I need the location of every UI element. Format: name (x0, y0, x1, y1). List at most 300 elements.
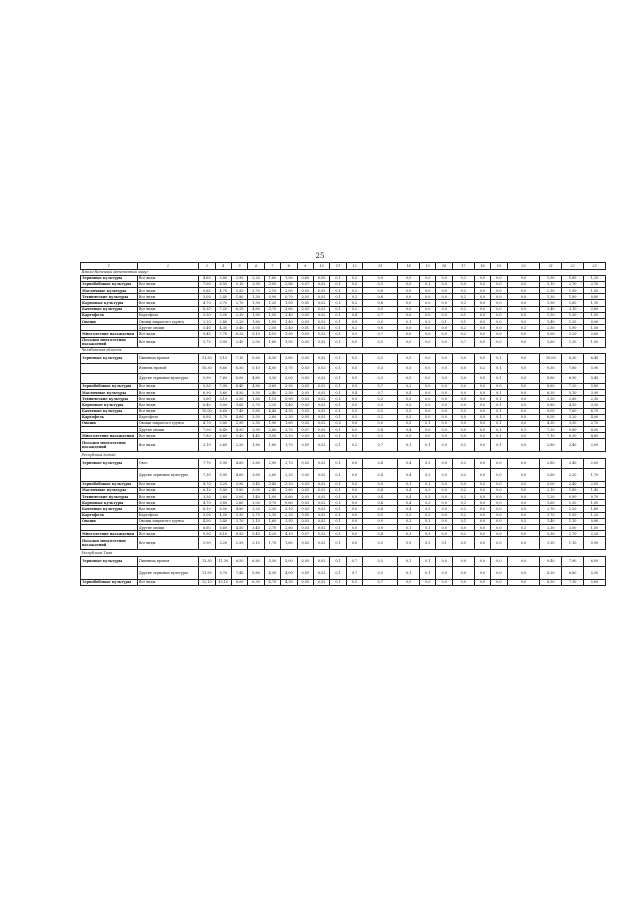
value-cell: 0,0 (398, 275, 420, 281)
value-cell: 0,1 (330, 524, 346, 530)
crop-group-cell: Кормовые культуры (81, 402, 138, 408)
value-cell: 7,30 (199, 468, 215, 481)
crop-group-cell (81, 363, 138, 373)
value-cell: 2,70 (248, 512, 264, 518)
value-cell: 3,90 (199, 537, 215, 550)
value-cell: 0,4 (363, 458, 398, 468)
crop-group-cell: Зернобобовые культуры (81, 281, 138, 287)
value-cell: 2,60 (231, 500, 247, 506)
value-cell: 3,20 (215, 481, 231, 487)
value-cell: 2,40 (562, 481, 584, 487)
value-cell: 0,0 (436, 306, 452, 312)
value-cell: 0,02 (313, 481, 329, 487)
value-cell: 0,0 (507, 288, 540, 294)
value-cell: 2,00 (584, 458, 606, 468)
value-cell: 0,07 (297, 531, 313, 537)
crop-group-cell: Зерновые культуры (81, 353, 138, 363)
value-cell: 2,40 (215, 294, 231, 300)
value-cell: 1,20 (562, 319, 584, 325)
value-cell: 0,03 (297, 518, 313, 524)
value-cell: 1,30 (562, 500, 584, 506)
value-cell: 3,90 (248, 427, 264, 433)
value-cell: 0,02 (313, 524, 329, 530)
value-cell: 1,60 (281, 420, 297, 426)
value-cell: 3,70 (199, 337, 215, 347)
value-cell: 2,50 (264, 325, 280, 331)
value-cell: 0,0 (452, 433, 474, 439)
crop-group-cell: Овощи (81, 420, 138, 426)
value-cell: 1,60 (584, 506, 606, 512)
value-cell: 3,30 (540, 531, 562, 537)
value-cell: 0,0 (507, 566, 540, 579)
crop-group-cell: Зерновые культуры (81, 275, 138, 281)
crop-type-cell: Все виды (137, 433, 198, 439)
value-cell: 0,2 (452, 325, 474, 331)
column-number: 9 (297, 263, 313, 270)
value-cell: 8,20 (540, 566, 562, 579)
value-cell: 1,70 (540, 512, 562, 518)
value-cell: 0,0 (452, 281, 474, 287)
crop-type-cell: Все виды (137, 506, 198, 512)
value-cell: 0,03 (297, 537, 313, 550)
value-cell: 0,03 (297, 383, 313, 389)
crop-type-cell: Другие овощи (137, 427, 198, 433)
value-cell: 0,03 (297, 312, 313, 318)
value-cell: 0,1 (330, 494, 346, 500)
value-cell: 3,60 (199, 396, 215, 402)
value-cell: 0,0 (507, 439, 540, 452)
crop-group-cell: Многолетние насаждения (81, 531, 138, 537)
value-cell: 0,02 (313, 288, 329, 294)
value-cell: 2,00 (562, 524, 584, 530)
value-cell: 0,2 (452, 288, 474, 294)
value-cell: 0,5 (346, 427, 362, 433)
column-number: 15 (420, 263, 436, 270)
value-cell: 0,1 (330, 353, 346, 363)
value-cell: 0,1 (330, 408, 346, 414)
value-cell: 0,2 (346, 275, 362, 281)
value-cell: 0,0 (491, 337, 507, 347)
value-cell: 0,03 (297, 331, 313, 337)
value-cell: 0,1 (330, 312, 346, 318)
value-cell: 0,1 (330, 537, 346, 550)
value-cell: 0,0 (420, 306, 436, 312)
value-cell: 0,2 (452, 468, 474, 481)
value-cell: 0,03 (297, 288, 313, 294)
value-cell: 0,02 (313, 383, 329, 389)
value-cell: 0,3 (363, 556, 398, 566)
value-cell: 3,40 (248, 524, 264, 530)
value-cell: 2,20 (562, 506, 584, 512)
value-cell: 1,60 (264, 518, 280, 524)
value-cell: 0,02 (313, 458, 329, 468)
value-cell: 4,50 (562, 402, 584, 408)
value-cell: 0,1 (330, 427, 346, 433)
value-cell: 0,1 (330, 383, 346, 389)
value-cell: 0,4 (363, 500, 398, 506)
value-cell: 2,70 (231, 518, 247, 524)
value-cell: 2,10 (540, 487, 562, 493)
value-cell: 0,1 (507, 325, 540, 331)
value-cell: 0,0 (346, 531, 362, 537)
value-cell: 6,80 (562, 566, 584, 579)
value-cell: 8,60 (215, 408, 231, 414)
value-cell: 0,4 (398, 389, 420, 395)
value-cell: 5,60 (215, 389, 231, 395)
value-cell: 3,60 (231, 402, 247, 408)
value-cell: 0,7 (346, 566, 362, 579)
value-cell: 0,1 (330, 306, 346, 312)
value-cell: 0,70 (264, 500, 280, 506)
value-cell: 4,90 (231, 427, 247, 433)
value-cell: 2,00 (584, 481, 606, 487)
value-cell: 0,0 (436, 566, 452, 579)
value-cell: 0,60 (297, 275, 313, 281)
value-cell: 6,20 (231, 306, 247, 312)
value-cell: 5,90 (215, 468, 231, 481)
value-cell: 0,0 (491, 468, 507, 481)
value-cell: 0,7 (363, 579, 398, 585)
value-cell: 4,00 (264, 363, 280, 373)
value-cell: 3,20 (248, 506, 264, 512)
value-cell: 0,1 (452, 319, 474, 325)
value-cell: 1,50 (540, 312, 562, 318)
crop-type-cell: Пшеница яровая (137, 353, 198, 363)
value-cell: 0,3 (420, 494, 436, 500)
value-cell: 0,0 (507, 275, 540, 281)
value-cell: 0,5 (507, 319, 540, 325)
value-cell: 0,03 (297, 506, 313, 512)
value-cell: 2,00 (231, 494, 247, 500)
value-cell: 0,02 (313, 414, 329, 420)
value-cell: 3,00 (248, 325, 264, 331)
value-cell: 0,0 (398, 306, 420, 312)
column-number: 21 (540, 263, 562, 270)
value-cell: 0,0 (420, 433, 436, 439)
crop-type-cell: Все виды (137, 396, 198, 402)
value-cell: 3,30 (231, 512, 247, 518)
value-cell: 7,90 (199, 427, 215, 433)
value-cell: 3,50 (231, 288, 247, 294)
value-cell: 0,7 (363, 439, 398, 452)
value-cell: 7,20 (540, 427, 562, 433)
value-cell: 6,40 (199, 402, 215, 408)
column-number: 14 (398, 263, 420, 270)
value-cell: 0,0 (436, 288, 452, 294)
value-cell: 2,70 (584, 420, 606, 426)
value-cell: 0,1 (491, 353, 507, 363)
value-cell: 0,0 (507, 556, 540, 566)
value-cell: 4,60 (231, 414, 247, 420)
value-cell: 0,2 (452, 458, 474, 468)
value-cell: 1,40 (248, 494, 264, 500)
value-cell: 1,10 (264, 396, 280, 402)
value-cell: 0,0 (474, 402, 490, 408)
value-cell: 2,60 (264, 414, 280, 420)
value-cell: 0,02 (313, 294, 329, 300)
value-cell: 3,50 (199, 312, 215, 318)
value-cell: 2,40 (264, 389, 280, 395)
value-cell: 0,3 (363, 433, 398, 439)
value-cell: 0,5 (363, 512, 398, 518)
value-cell: 0,60 (281, 494, 297, 500)
value-cell: 0,0 (491, 331, 507, 337)
value-cell: 2,60 (584, 331, 606, 337)
value-cell: 0,1 (436, 319, 452, 325)
value-cell: 0,0 (420, 408, 436, 414)
value-cell: 0,5 (398, 433, 420, 439)
value-cell: 3,60 (281, 306, 297, 312)
value-cell: 7,60 (562, 408, 584, 414)
value-cell: 1,50 (584, 288, 606, 294)
value-cell: 0,0 (436, 468, 452, 481)
value-cell: 3,40 (540, 306, 562, 312)
value-cell: 5,60 (248, 353, 264, 363)
value-cell: 5,80 (584, 383, 606, 389)
value-cell: 4,40 (264, 408, 280, 414)
value-cell: 7,10 (540, 433, 562, 439)
value-cell: 3,30 (584, 402, 606, 408)
column-number: 6 (248, 263, 264, 270)
value-cell: 0,0 (436, 325, 452, 331)
value-cell: 0,1 (330, 275, 346, 281)
value-cell: 0,0 (398, 288, 420, 294)
value-cell: 0,1 (398, 481, 420, 487)
value-cell: 2,90 (231, 420, 247, 426)
value-cell: 0,0 (436, 300, 452, 306)
value-cell: 1,60 (281, 537, 297, 550)
value-cell: 1,30 (248, 294, 264, 300)
value-cell: 0,70 (281, 294, 297, 300)
column-number: 8 (281, 263, 297, 270)
value-cell: 2,10 (264, 288, 280, 294)
value-cell: 0,0 (474, 281, 490, 287)
value-cell: 0,03 (297, 487, 313, 493)
crop-group-cell: Технические культуры (81, 294, 138, 300)
value-cell: 3,50 (248, 414, 264, 420)
value-cell: 0,0 (507, 487, 540, 493)
value-cell: 1,90 (248, 300, 264, 306)
value-cell: 5,60 (248, 408, 264, 414)
value-cell: 2,40 (281, 325, 297, 331)
value-cell: 0,0 (491, 487, 507, 493)
value-cell: 0,4 (398, 494, 420, 500)
value-cell: 0,0 (436, 427, 452, 433)
value-cell: 0,0 (491, 312, 507, 318)
value-cell: 0,2 (452, 500, 474, 506)
value-cell: 3,40 (215, 518, 231, 524)
value-cell: 2,40 (231, 337, 247, 347)
value-cell: 0,1 (420, 420, 436, 426)
value-cell: 3,00 (215, 337, 231, 347)
value-cell: 2,70 (248, 288, 264, 294)
value-cell: 5,60 (215, 524, 231, 530)
value-cell: 0,03 (297, 433, 313, 439)
value-cell: 0,8 (363, 325, 398, 331)
table-row (81, 353, 606, 363)
crop-group-cell: Бахчевые культуры (81, 306, 138, 312)
value-cell: 0,03 (297, 363, 313, 373)
value-cell: 0,02 (313, 325, 329, 331)
value-cell: 0,03 (297, 524, 313, 530)
value-cell: 0,1 (491, 414, 507, 420)
value-cell: 0,5 (398, 408, 420, 414)
value-cell: 0,1 (420, 481, 436, 487)
value-cell: 0,05 (313, 275, 329, 281)
value-cell: 0,0 (507, 281, 540, 287)
value-cell: 0,9 (363, 518, 398, 524)
value-cell: 0,0 (346, 281, 362, 287)
value-cell: 6,50 (231, 531, 247, 537)
value-cell: 0,0 (452, 566, 474, 579)
value-cell: 0,07 (297, 427, 313, 433)
value-cell: 0,0 (474, 408, 490, 414)
value-cell: 0,0 (436, 337, 452, 347)
value-cell: 0,5 (398, 353, 420, 363)
value-cell: 5,60 (199, 288, 215, 294)
value-cell: 0,1 (420, 439, 436, 452)
crop-type-cell: Все виды (137, 402, 198, 408)
crop-type-cell: Все виды (137, 331, 198, 337)
value-cell: 0,0 (436, 531, 452, 537)
value-cell: 1,20 (264, 300, 280, 306)
value-cell: 5,10 (248, 331, 264, 337)
value-cell: 1,00 (264, 494, 280, 500)
value-cell: 0,0 (452, 396, 474, 402)
value-cell: 1,90 (248, 312, 264, 318)
crop-group-cell: Масличные культуры (81, 288, 138, 294)
value-cell: 2,20 (281, 468, 297, 481)
value-cell: 0,7 (452, 337, 474, 347)
value-cell: 0,4 (398, 506, 420, 512)
value-cell: 0,02 (313, 556, 329, 566)
value-cell: 0,0 (474, 396, 490, 402)
value-cell: 1,20 (584, 275, 606, 281)
value-cell: 2,30 (231, 312, 247, 318)
value-cell: 2,60 (215, 439, 231, 452)
crop-type-cell: Другие овощи (137, 524, 198, 530)
value-cell: 0,1 (330, 481, 346, 487)
value-cell: 0,0 (507, 373, 540, 383)
column-number: 11 (330, 263, 346, 270)
value-cell: 0,0 (346, 458, 362, 468)
value-cell: 0,0 (452, 481, 474, 487)
value-cell: 8,60 (540, 373, 562, 383)
value-cell: 0,0 (491, 537, 507, 550)
value-cell: 4,70 (199, 500, 215, 506)
value-cell: 0,01 (297, 325, 313, 331)
column-number: 20 (507, 263, 540, 270)
value-cell: 0,3 (420, 487, 436, 493)
value-cell: 6,60 (199, 414, 215, 420)
value-cell: 0,7 (363, 331, 398, 337)
value-cell: 2,60 (584, 306, 606, 312)
value-cell: 0,3 (420, 518, 436, 524)
value-cell: 0,70 (584, 494, 606, 500)
crop-type-cell: Все виды (137, 281, 198, 287)
value-cell: 11,30 (215, 556, 231, 566)
value-cell: 0,0 (420, 275, 436, 281)
value-cell: 0,0 (491, 383, 507, 389)
value-cell: 0,0 (474, 433, 490, 439)
value-cell: 0,0 (491, 294, 507, 300)
value-cell: 0,5 (346, 414, 362, 420)
value-cell: 2,50 (231, 537, 247, 550)
value-cell: 0,0 (436, 524, 452, 530)
crop-group-cell (81, 373, 138, 383)
value-cell: 5,80 (248, 566, 264, 579)
value-cell: 5,80 (540, 402, 562, 408)
value-cell: 0,0 (346, 420, 362, 426)
value-cell: 2,60 (540, 468, 562, 481)
crop-group-cell: Кормовые культуры (81, 500, 138, 506)
value-cell: 3,20 (215, 537, 231, 550)
value-cell: 6,90 (562, 373, 584, 383)
value-cell: 0,0 (436, 396, 452, 402)
value-cell: 0,0 (452, 537, 474, 550)
value-cell: 2,70 (264, 524, 280, 530)
value-cell: 0,5 (398, 363, 420, 373)
value-cell: 0,0 (507, 300, 540, 306)
value-cell: 0,1 (330, 518, 346, 524)
value-cell: 1,90 (540, 300, 562, 306)
value-cell: 2,30 (281, 414, 297, 420)
value-cell: 0,4 (363, 427, 398, 433)
value-cell: 4,70 (199, 420, 215, 426)
value-cell: 0,5 (363, 306, 398, 312)
crop-group-cell: Посадки многолетних насаждений (81, 337, 138, 347)
value-cell: 0,0 (436, 512, 452, 518)
value-cell: 1,00 (584, 312, 606, 318)
value-cell: 1,50 (584, 325, 606, 331)
value-cell: 0,0 (491, 579, 507, 585)
value-cell: 0,9 (363, 524, 398, 530)
value-cell: 0,90 (281, 396, 297, 402)
value-cell: 4,30 (281, 579, 297, 585)
value-cell: 9,10 (215, 353, 231, 363)
value-cell: 3,40 (264, 481, 280, 487)
value-cell: 7,90 (562, 556, 584, 566)
value-cell: 0,90 (584, 319, 606, 325)
value-cell: 3,20 (281, 481, 297, 487)
value-cell: 4,60 (248, 373, 264, 383)
crop-group-cell: Посадки многолетних насаждений (81, 439, 138, 452)
value-cell: 5,60 (584, 579, 606, 585)
value-cell: 0,1 (330, 337, 346, 347)
value-cell: 3,80 (281, 353, 297, 363)
value-cell: 0,1 (420, 281, 436, 287)
value-cell: 0,7 (363, 312, 398, 318)
value-cell: 0,1 (330, 500, 346, 506)
value-cell: 0,0 (507, 414, 540, 420)
value-cell: 8,50 (231, 556, 247, 566)
value-cell: 5,80 (562, 427, 584, 433)
value-cell: 3,40 (231, 325, 247, 331)
value-cell: 0,03 (297, 389, 313, 395)
value-cell: 2,20 (264, 402, 280, 408)
value-cell: 0,4 (398, 427, 420, 433)
crop-type-cell: Все виды (137, 383, 198, 389)
value-cell: 0,9 (363, 275, 398, 281)
value-cell: 0,0 (436, 487, 452, 493)
crop-group-cell: Овощи (81, 319, 138, 325)
value-cell: 0,0 (436, 353, 452, 363)
table-row (81, 468, 606, 481)
value-cell: 3,90 (540, 331, 562, 337)
value-cell: 0,5 (363, 337, 398, 347)
value-cell: 0,0 (507, 512, 540, 518)
value-cell: 5,00 (215, 402, 231, 408)
